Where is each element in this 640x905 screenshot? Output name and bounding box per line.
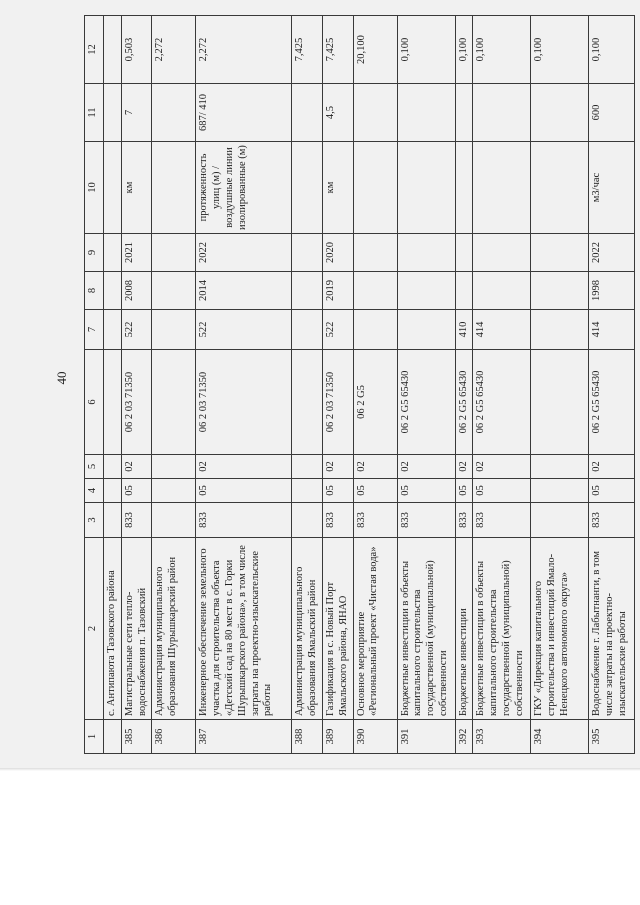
header-cell: 8: [85, 272, 104, 310]
unit-cell: [292, 142, 323, 234]
target-article-cell: 06 2 G5 65430: [397, 350, 455, 455]
start-year-cell: [104, 272, 122, 310]
section-cell: 05: [353, 479, 397, 503]
subsection-cell: 02: [121, 455, 152, 479]
capacity-cell: [455, 84, 473, 142]
code-cell: 833: [397, 503, 455, 538]
section-cell: [152, 479, 196, 503]
expense-type-cell: [531, 310, 589, 350]
capacity-cell: 600: [589, 84, 635, 142]
header-row: [85, 16, 104, 754]
expense-type-cell: [292, 310, 323, 350]
unit-cell: [397, 142, 455, 234]
amount-cell: 0,100: [455, 16, 473, 84]
expense-type-cell: 410: [455, 310, 473, 350]
header-cell: 5: [85, 455, 104, 479]
unit-cell: м3/час: [589, 142, 635, 234]
start-year-cell: 2014: [196, 272, 292, 310]
item-name-cell: Бюджетные инвестиции в объекты капитального строительства государственной (муниципальной) собственности: [473, 538, 531, 720]
amount-cell: 20,100: [353, 16, 397, 84]
end-year-cell: [152, 234, 196, 272]
subsection-cell: [104, 455, 122, 479]
unit-cell: [473, 142, 531, 234]
unit-cell: [353, 142, 397, 234]
row-number-cell: [104, 720, 122, 754]
start-year-cell: 1998: [589, 272, 635, 310]
capacity-cell: [531, 84, 589, 142]
section-cell: 05: [322, 479, 353, 503]
subsection-cell: [152, 455, 196, 479]
table-row: [196, 16, 292, 754]
target-article-cell: 06 2 G5: [353, 350, 397, 455]
row-number-cell: 395: [589, 720, 635, 754]
amount-cell: 0,503: [121, 16, 152, 84]
section-cell: 05: [121, 479, 152, 503]
header-cell: 10: [85, 142, 104, 234]
expense-type-cell: [104, 310, 122, 350]
rotated-table-frame: [84, 16, 628, 754]
subsection-cell: 02: [196, 455, 292, 479]
expense-type-cell: [152, 310, 196, 350]
item-name-cell: Газификация в с. Новый Порт Ямальского района, ЯНАО: [322, 538, 353, 720]
start-year-cell: [353, 272, 397, 310]
header-cell: 11: [85, 84, 104, 142]
amount-cell: 0,100: [531, 16, 589, 84]
table-row: [397, 16, 455, 754]
row-number-cell: 389: [322, 720, 353, 754]
target-article-cell: 06 2 03 71350: [121, 350, 152, 455]
target-article-cell: [104, 350, 122, 455]
code-cell: 833: [589, 503, 635, 538]
expense-type-cell: 522: [196, 310, 292, 350]
header-cell: 1: [85, 720, 104, 754]
table-row: [531, 16, 589, 754]
item-name-cell: ГКУ «Дирекция капитального строительства и инвестиций Ямало-Ненецкого автономного округа»: [531, 538, 589, 720]
subsection-cell: [531, 455, 589, 479]
amount-cell: 7,425: [322, 16, 353, 84]
expense-type-cell: [397, 310, 455, 350]
expense-type-cell: 414: [473, 310, 531, 350]
end-year-cell: 2022: [196, 234, 292, 272]
row-number-cell: 393: [473, 720, 531, 754]
section-cell: [292, 479, 323, 503]
table-row: [455, 16, 473, 754]
rotated-table-area: [84, 16, 628, 754]
table-row: [152, 16, 196, 754]
item-name-cell: Бюджетные инвестиции в объекты капитального строительства государственной (муниципальной) собственности: [397, 538, 455, 720]
section-cell: 05: [473, 479, 531, 503]
capacity-cell: [473, 84, 531, 142]
end-year-cell: 2021: [121, 234, 152, 272]
end-year-cell: [292, 234, 323, 272]
table-row: [292, 16, 323, 754]
end-year-cell: [531, 234, 589, 272]
end-year-cell: [104, 234, 122, 272]
code-cell: [531, 503, 589, 538]
target-article-cell: 06 2 03 71350: [322, 350, 353, 455]
start-year-cell: [455, 272, 473, 310]
row-number-cell: 387: [196, 720, 292, 754]
sheet-edge: [0, 768, 640, 771]
target-article-cell: [531, 350, 589, 455]
start-year-cell: 2019: [322, 272, 353, 310]
end-year-cell: 2020: [322, 234, 353, 272]
amount-cell: 7,425: [292, 16, 323, 84]
capacity-cell: 4,5: [322, 84, 353, 142]
section-cell: 05: [589, 479, 635, 503]
target-article-cell: 06 2 03 71350: [196, 350, 292, 455]
end-year-cell: [353, 234, 397, 272]
item-name-cell: Администрация муниципального образования Ямальский район: [292, 538, 323, 720]
row-number-cell: 391: [397, 720, 455, 754]
row-number-cell: 385: [121, 720, 152, 754]
code-cell: 833: [353, 503, 397, 538]
section-cell: [104, 479, 122, 503]
subsection-cell: 02: [589, 455, 635, 479]
code-cell: 833: [196, 503, 292, 538]
start-year-cell: 2008: [121, 272, 152, 310]
code-cell: 833: [455, 503, 473, 538]
end-year-cell: [473, 234, 531, 272]
capacity-cell: [397, 84, 455, 142]
target-article-cell: [292, 350, 323, 455]
start-year-cell: [531, 272, 589, 310]
amount-cell: 0,100: [589, 16, 635, 84]
target-article-cell: 06 2 G5 65430: [473, 350, 531, 455]
header-cell: 12: [85, 16, 104, 84]
code-cell: 833: [121, 503, 152, 538]
section-cell: 05: [196, 479, 292, 503]
row-number-cell: 394: [531, 720, 589, 754]
amount-cell: 0,100: [473, 16, 531, 84]
item-name-cell: Администрация муниципального образования Шурышкарский район: [152, 538, 196, 720]
amount-cell: [104, 16, 122, 84]
header-cell: 6: [85, 350, 104, 455]
amount-cell: 2,272: [196, 16, 292, 84]
unit-cell: протяженность улиц (м) /воздушные линии изолированные (м): [196, 142, 292, 234]
unit-cell: [531, 142, 589, 234]
table-row: [121, 16, 152, 754]
table-row: [322, 16, 353, 754]
start-year-cell: [473, 272, 531, 310]
capacity-cell: [292, 84, 323, 142]
item-name-cell: Водоснабжение г. Лабытнанги, в том числе затраты на проектно-изыскательские работы: [589, 538, 635, 720]
capacity-cell: [353, 84, 397, 142]
subsection-cell: 02: [455, 455, 473, 479]
section-cell: 05: [397, 479, 455, 503]
header-cell: 3: [85, 503, 104, 538]
code-cell: 833: [322, 503, 353, 538]
code-cell: 833: [473, 503, 531, 538]
capacity-cell: [152, 84, 196, 142]
start-year-cell: [397, 272, 455, 310]
section-cell: 05: [455, 479, 473, 503]
expense-type-cell: 522: [121, 310, 152, 350]
header-cell: 2: [85, 538, 104, 720]
page-number: 40: [54, 371, 69, 385]
header-cell: 7: [85, 310, 104, 350]
row-number-cell: 386: [152, 720, 196, 754]
expense-type-cell: [353, 310, 397, 350]
code-cell: [292, 503, 323, 538]
code-cell: [152, 503, 196, 538]
end-year-cell: [455, 234, 473, 272]
unit-cell: [152, 142, 196, 234]
subsection-cell: [292, 455, 323, 479]
expense-type-cell: 414: [589, 310, 635, 350]
unit-cell: [104, 142, 122, 234]
subsection-cell: 02: [397, 455, 455, 479]
table-row: [473, 16, 531, 754]
target-article-cell: 06 2 G5 65430: [455, 350, 473, 455]
table-row: [104, 16, 122, 754]
target-article-cell: 06 2 G5 65430: [589, 350, 635, 455]
code-cell: [104, 503, 122, 538]
item-name-cell: Магистральные сети тепло-водоснабжения п. Тазовский: [121, 538, 152, 720]
table-body: [85, 16, 635, 754]
unit-cell: [455, 142, 473, 234]
budget-table: [84, 15, 635, 754]
header-cell: 4: [85, 479, 104, 503]
row-number-cell: 388: [292, 720, 323, 754]
table-row: [589, 16, 635, 754]
start-year-cell: [292, 272, 323, 310]
amount-cell: 0,100: [397, 16, 455, 84]
capacity-cell: 7: [121, 84, 152, 142]
capacity-cell: 687/ 410: [196, 84, 292, 142]
row-number-cell: 392: [455, 720, 473, 754]
unit-cell: км: [322, 142, 353, 234]
capacity-cell: [104, 84, 122, 142]
start-year-cell: [152, 272, 196, 310]
subsection-cell: 02: [353, 455, 397, 479]
amount-cell: 2,272: [152, 16, 196, 84]
expense-type-cell: 522: [322, 310, 353, 350]
end-year-cell: [397, 234, 455, 272]
subsection-cell: 02: [322, 455, 353, 479]
item-name-cell: Бюджетные инвестиции: [455, 538, 473, 720]
section-cell: [531, 479, 589, 503]
header-cell: 9: [85, 234, 104, 272]
table-row: [353, 16, 397, 754]
item-name-cell: Основное мероприятие «Региональный проект «Чистая вода»: [353, 538, 397, 720]
item-name-cell: с. Антипаюта Тазовского района: [104, 538, 122, 720]
unit-cell: км: [121, 142, 152, 234]
target-article-cell: [152, 350, 196, 455]
end-year-cell: 2022: [589, 234, 635, 272]
subsection-cell: 02: [473, 455, 531, 479]
row-number-cell: 390: [353, 720, 397, 754]
item-name-cell: Инженерное обеспечение земельного участка для строительства объекта «Детский сад на 80 мест в с. Горки Шурышкарского района», в том числе затраты на проектно-изыскательские работы: [196, 538, 292, 720]
